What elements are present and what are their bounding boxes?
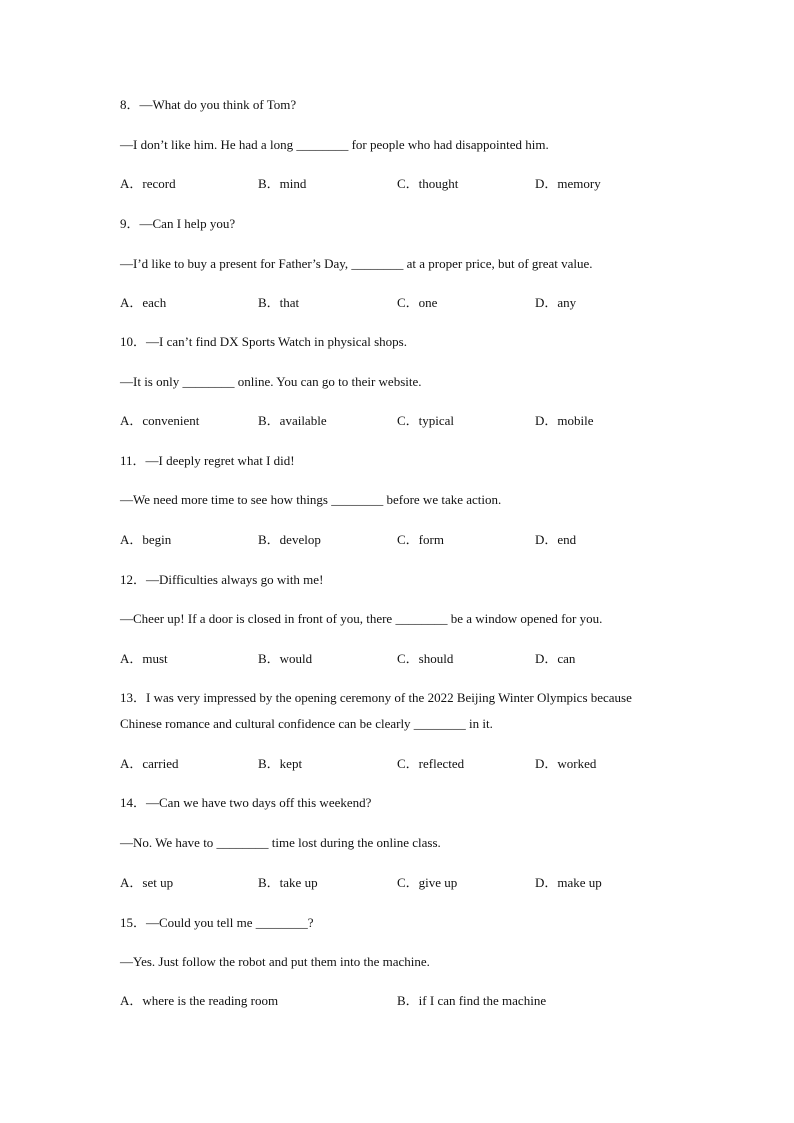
question-text: —Cheer up! If a door is closed in front of you, there ________ be a window opened for you. bbox=[120, 611, 603, 626]
option-b: B．available bbox=[258, 413, 327, 428]
option-d: D．worked bbox=[535, 756, 597, 771]
question-text: 10．—I can’t find DX Sports Watch in physical shops. bbox=[120, 334, 407, 349]
option-a: A．begin bbox=[120, 532, 172, 547]
option-a: A．each bbox=[120, 295, 167, 310]
question-text: 8．—What do you think of Tom? bbox=[120, 97, 297, 112]
option-c: C．should bbox=[397, 651, 454, 666]
question-text: Chinese romance and cultural confidence can be clearly ________ in it. bbox=[120, 716, 493, 731]
option-c: C．form bbox=[397, 532, 444, 547]
option-b: B．take up bbox=[258, 875, 318, 890]
question-text: 15．—Could you tell me ________? bbox=[120, 915, 314, 930]
option-c: C．give up bbox=[397, 875, 458, 890]
option-b: B．develop bbox=[258, 532, 321, 547]
question-text: 9．—Can I help you? bbox=[120, 216, 236, 231]
question-text: —I don’t like him. He had a long ________ for people who had disappointed him. bbox=[120, 137, 549, 152]
option-d: D．can bbox=[535, 651, 576, 666]
question-text: 13．I was very impressed by the opening ceremony of the 2022 Beijing Winter Olympics because bbox=[120, 690, 632, 705]
option-a: A．convenient bbox=[120, 413, 200, 428]
question-text: 12．—Difficulties always go with me! bbox=[120, 572, 324, 587]
option-b: B．mind bbox=[258, 176, 307, 191]
option-c: C．reflected bbox=[397, 756, 465, 771]
option-b: B．kept bbox=[258, 756, 303, 771]
option-d: D．end bbox=[535, 532, 577, 547]
question-text: —I’d like to buy a present for Father’s Day, ________ at a proper price, but of great value. bbox=[120, 256, 593, 271]
question-text: —No. We have to ________ time lost during the online class. bbox=[120, 835, 441, 850]
option-b: B．if I can find the machine bbox=[397, 993, 547, 1008]
option-b: B．would bbox=[258, 651, 313, 666]
option-a: A．record bbox=[120, 176, 176, 191]
option-c: C．thought bbox=[397, 176, 459, 191]
question-text: 14．—Can we have two days off this weekend? bbox=[120, 795, 372, 810]
option-b: B．that bbox=[258, 295, 300, 310]
question-text: 11．—I deeply regret what I did! bbox=[120, 453, 295, 468]
option-d: D．memory bbox=[535, 176, 601, 191]
option-d: D．mobile bbox=[535, 413, 594, 428]
option-c: C．typical bbox=[397, 413, 455, 428]
option-d: D．any bbox=[535, 295, 577, 310]
option-a: A．where is the reading room bbox=[120, 993, 279, 1008]
question-text: —Yes. Just follow the robot and put them into the machine. bbox=[120, 954, 430, 969]
question-text: —We need more time to see how things ________ before we take action. bbox=[120, 492, 502, 507]
question-text: —It is only ________ online. You can go to their website. bbox=[120, 374, 422, 389]
option-a: A．set up bbox=[120, 875, 174, 890]
option-d: D．make up bbox=[535, 875, 602, 890]
option-a: A．must bbox=[120, 651, 168, 666]
option-c: C．one bbox=[397, 295, 438, 310]
option-a: A．carried bbox=[120, 756, 179, 771]
